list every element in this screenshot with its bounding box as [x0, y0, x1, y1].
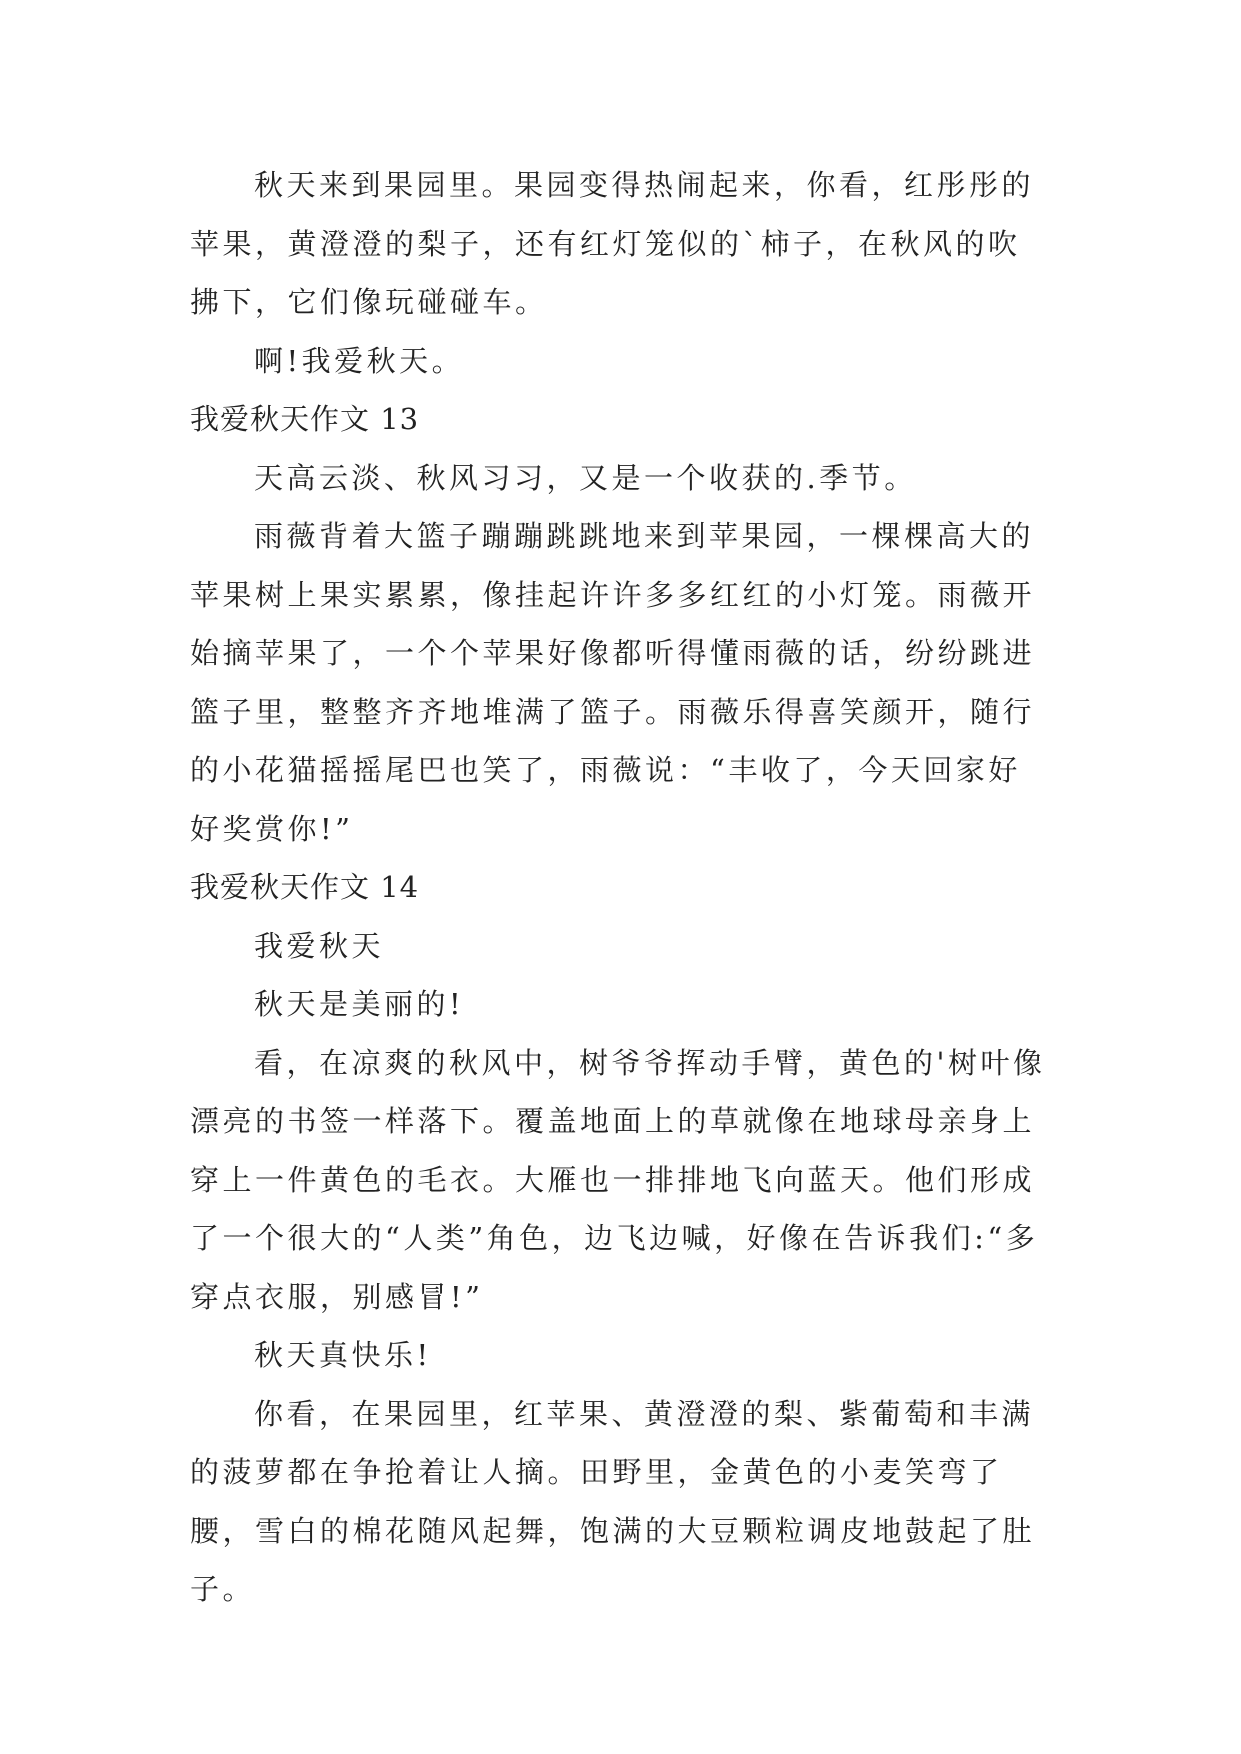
document-body — [190, 156, 1050, 1619]
paragraph-yuwei-apples: 雨薇背着大篮子蹦蹦跳跳地来到苹果园，一棵棵高大的苹果树上果实累累，像挂起许许多多红红的小灯笼。雨薇开始摘苹果了，一个个苹果好像都听得懂雨薇的话，纷纷跳进篮子里，整整齐齐地堆满了篮子。雨薇乐得喜笑颜开，随行的小花猫摇摇尾巴也笑了，雨薇说：“丰收了，今天回家好好奖赏你!” — [190, 519, 1036, 846]
essay-heading-13: 我爱秋天作文 13 — [190, 402, 420, 436]
essay-subtitle: 我爱秋天 — [254, 928, 385, 963]
paragraph-leaves-geese: 看，在凉爽的秋风中，树爷爷挥动手臂，黄色的'树叶像漂亮的书签一样落下。覆盖地面上的草就像在地球母亲身上穿上一件黄色的毛衣。大雁也一排排地飞向蓝天。他们形成了一个很大的“人类”角色，边飞边喊，好像在告诉我们:“多穿点衣服，别感冒!” — [190, 1045, 1046, 1314]
paragraph-harvest-season: 天高云淡、秋风习习，又是一个收获的.季节。 — [254, 460, 917, 495]
paragraph-love-autumn: 啊!我爱秋天。 — [254, 343, 465, 378]
paragraph-autumn-beautiful: 秋天是美丽的! — [254, 987, 465, 1021]
paragraph-autumn-happy: 秋天真快乐! — [254, 1338, 432, 1372]
paragraph-orchard: 秋天来到果园里。果园变得热闹起来，你看，红彤彤的苹果，黄澄澄的梨子，还有红灯笼似的`柿子，在秋风的吹拂下，它们像玩碰碰车。 — [190, 168, 1035, 319]
paragraph-fields-harvest: 你看，在果园里，红苹果、黄澄澄的梨、紫葡萄和丰满的菠萝都在争抢着让人摘。田野里，金黄色的小麦笑弯了腰，雪白的棉花随风起舞，饱满的大豆颗粒调皮地鼓起了肚子。 — [190, 1396, 1036, 1606]
essay-heading-14: 我爱秋天作文 14 — [190, 870, 420, 904]
